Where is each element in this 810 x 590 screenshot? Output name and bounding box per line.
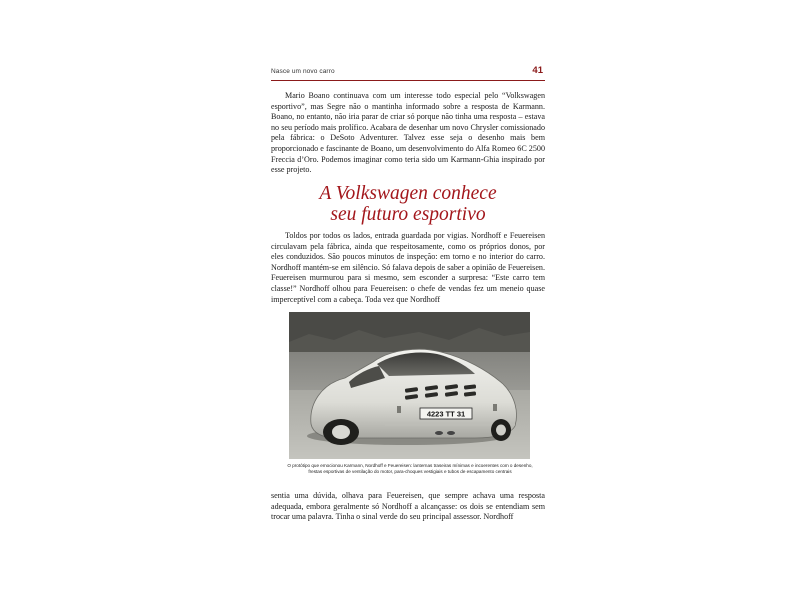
page-number: 41 bbox=[532, 65, 543, 76]
section-title-line-1: A Volkswagen conhece bbox=[319, 183, 497, 204]
paragraph-green-light: sentia uma dúvida, olhava para Feuereisen, que sempre achava uma resposta adequada, embora geralmente só Nordhoff a alcançasse: os dois se entendiam sem trocar uma palavra. Tinha o sinal verde do seu principal assessor. Nordhoff bbox=[271, 491, 545, 522]
prototype-car-photo bbox=[289, 312, 530, 459]
page-header bbox=[271, 66, 545, 81]
car-illustration bbox=[289, 312, 530, 459]
paragraph-inspection: Toldos por todos os lados, entrada guardada por vigias. Nordhoff e Feuereisen circulavam pela fábrica, ainda que respeitosamente, como os próprios donos, por eles conduzidos. São poucos minutos de inspeção: em torno e no interior do carro. Nordhoff mantém-se em silêncio. Só falava depois de saber a opinião de Feuereisen. Feuereisen murmurou para si mesmo, sem esconder a surpresa: “Este carro tem classe!” Nordhoff olhou para Feuereisen: o chefe de vendas fez um meneio quase imperceptível com a cabeça. Toda vez que Nordhoff bbox=[271, 231, 545, 304]
section-title-line-2: seu futuro esportivo bbox=[330, 204, 486, 225]
running-head: Nasce um novo carro bbox=[271, 68, 335, 75]
photo-caption: O protótipo que emocionou Karmann, Nordhoff e Feuereisen: lanternas traseiras mínimas e incoerentes com o desenho, frestas esportivas de ventilação do motor, para-choques vestigiais e tubos de escapamento centrais bbox=[287, 463, 533, 475]
section-title bbox=[271, 183, 545, 225]
license-plate-text: 4223 TT 31 bbox=[426, 409, 466, 419]
paragraph-boano: Mario Boano continuava com um interesse todo especial pelo “Volkswagen esportivo”, mas Segre não o mantinha informado sobre a resposta de Karmann. Boano, no entanto, não iria parar de criar só porque não tinha uma resposta – estava no seu período mais prolífico. Acabara de desenhar um novo Chrysler comissionado pela fábrica: o DeSoto Adventurer. Talvez esse seja o desenho mais bem proporcionado e fascinante de Boano, um desenvolvimento do Alfa Romeo 6C 2500 Freccia d’Oro. Podemos imaginar como teria sido um Karmann-Ghia inspirado por esse projeto. bbox=[271, 91, 545, 175]
